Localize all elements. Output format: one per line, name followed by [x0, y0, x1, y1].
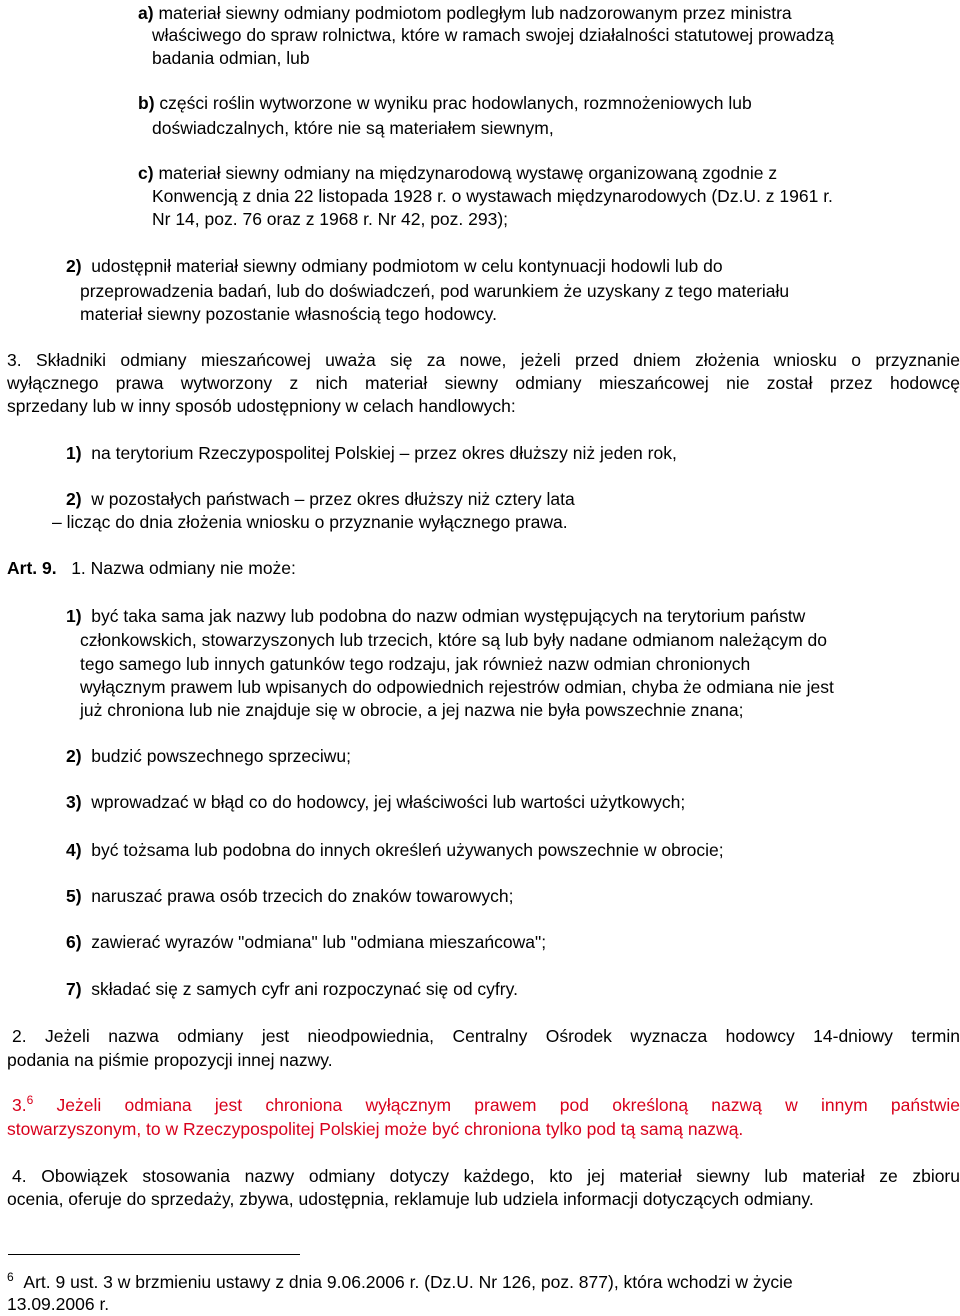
marker-c: c) — [138, 163, 154, 183]
footnote-separator — [8, 1254, 300, 1255]
art9-item-6: 6) zawierać wyrazów "odmiana" lub "odmiana mieszańcowa"; — [66, 932, 547, 952]
marker-a: a) — [138, 3, 154, 23]
article-heading: Art. 9. — [7, 558, 57, 578]
art9-item-2: 2) budzić powszechnego sprzeciwu; — [66, 746, 352, 766]
marker-b: b) — [138, 93, 155, 113]
para3-item-2: 2) w pozostałych państwach – przez okres dłuższy niż cztery lata — [66, 489, 575, 509]
art9-item-4: 4) być tożsama lub podobna do innych określeń używanych powszechnie w obrocie; — [66, 840, 724, 860]
para3-item-1: 1) na terytorium Rzeczypospolitej Polskiej – przez okres dłuższy niż jeden rok, — [66, 443, 677, 463]
footnote-ref: 6 — [26, 1093, 34, 1108]
art9-item-3: 3) wprowadzać w błąd co do hodowcy, jej właściwości lub wartości użytkowych; — [66, 792, 686, 812]
art9-item-5: 5) naruszać prawa osób trzecich do znaków towarowych; — [66, 886, 514, 906]
art9-item-7: 7) składać się z samych cyfr ani rozpoczynać się od cyfry. — [66, 979, 518, 999]
